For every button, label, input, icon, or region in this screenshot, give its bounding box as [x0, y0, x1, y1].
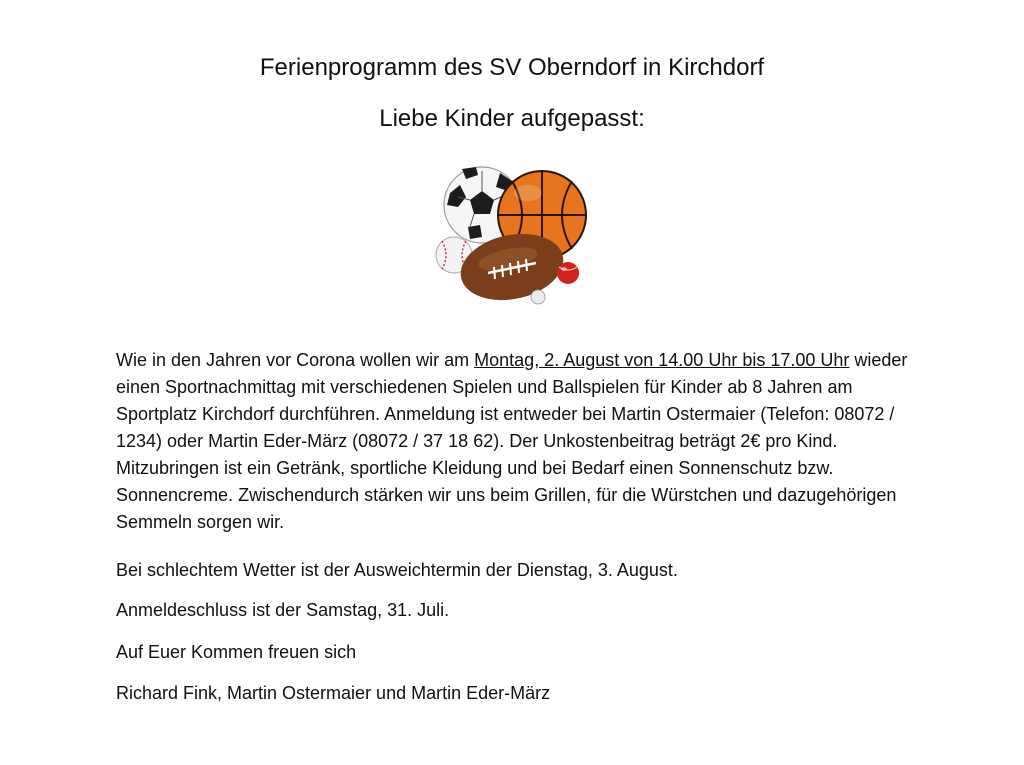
deadline-paragraph: Anmeldeschluss ist der Samstag, 31. Juli.	[116, 600, 450, 620]
intro-paragraph	[116, 347, 916, 536]
intro-text-rest: wieder einen Sportnachmittag mit verschiedenen Spielen und Ballspielen für Kinder ab 8 Jahren am Sportplatz Kirchdorf durchführen. Anmeldung ist entweder bei Martin Ostermaier (Telefon: 08072 / 1234) oder Martin Eder-März (08072 / 37 18 62). Der Unkostenbeitrag beträgt 2€ pro Kind. Mitzubringen ist ein Getränk, sportliche Kleidung und bei Bedarf einen Sonnenschutz bzw. Sonnencreme. Zwischendurch stärken wir uns beim Grillen, für die Würstchen und dazugehörigen Semmeln sorgen wir.	[116, 350, 908, 532]
page-subtitle: Liebe Kinder aufgepasst:	[379, 105, 645, 132]
page-title: Ferienprogramm des SV Oberndorf in Kirchdorf	[259, 54, 765, 81]
weather-paragraph: Bei schlechtem Wetter ist der Ausweichtermin der Dienstag, 3. August.	[116, 560, 678, 580]
sports-balls-icon	[432, 163, 594, 313]
event-date-time: Montag, 2. August von 14.00 Uhr bis 17.00 Uhr	[474, 350, 850, 370]
organizer-names: Richard Fink, Martin Ostermaier und Martin Eder-März	[116, 683, 551, 703]
cricket-ball-icon	[557, 262, 579, 284]
golf-ball-icon	[531, 290, 545, 304]
greeting-paragraph: Auf Euer Kommen freuen sich	[116, 642, 357, 662]
intro-text-start: Wie in den Jahren vor Corona wollen wir am	[116, 350, 475, 370]
